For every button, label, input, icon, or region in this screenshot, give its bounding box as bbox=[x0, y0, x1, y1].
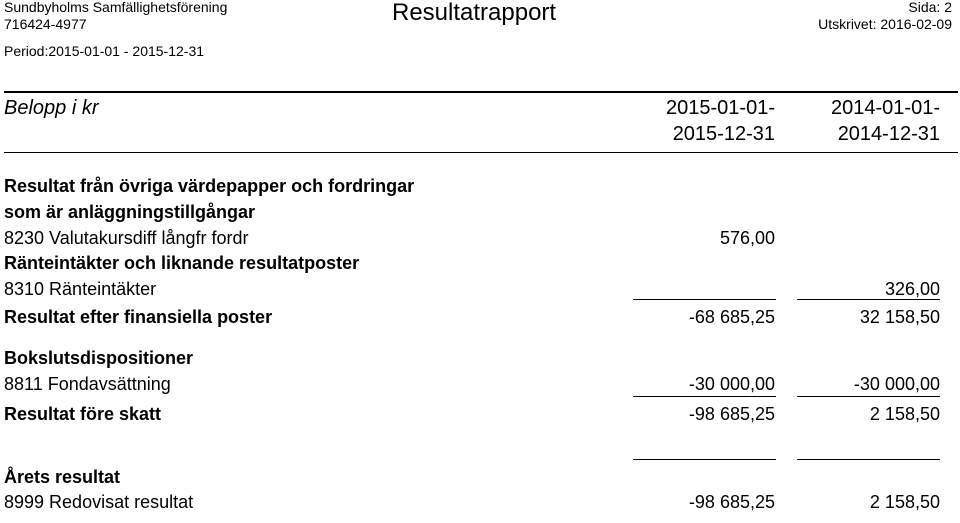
report-period: Period:2015-01-01 - 2015-12-31 bbox=[4, 43, 205, 59]
account-8230-label: 8230 Valutakursdiff långfr fordr bbox=[4, 228, 249, 248]
account-8310-2014: 326,00 bbox=[884, 279, 940, 299]
header-rule-bottom bbox=[4, 152, 958, 153]
result-after-financial-2014: 32 158,50 bbox=[859, 307, 940, 327]
report-title: Resultatrapport bbox=[392, 0, 557, 26]
page-number: Sida: 2 bbox=[908, 0, 952, 15]
section-heading-appropriations: Bokslutsdispositioner bbox=[4, 348, 194, 368]
sum-rule-2014-c bbox=[797, 459, 940, 460]
sum-rule-2015-b bbox=[633, 396, 776, 397]
column-2015-end: 2015-12-31 bbox=[672, 123, 775, 145]
section-heading-securities: Resultat från övriga värdepapper och fordringar bbox=[4, 176, 415, 196]
result-after-financial-label: Resultat efter finansiella poster bbox=[4, 307, 273, 327]
section-heading-year-result: Årets resultat bbox=[4, 467, 121, 487]
result-before-tax-label: Resultat före skatt bbox=[4, 404, 162, 424]
sum-rule-2014 bbox=[797, 299, 940, 300]
section-heading-securities-cont: som är anläggningstillgångar bbox=[4, 202, 256, 222]
organization-number: 716424-4977 bbox=[4, 16, 87, 32]
account-8811-label: 8811 Fondavsättning bbox=[4, 374, 171, 394]
column-2014-end: 2014-12-31 bbox=[837, 123, 940, 145]
account-8230-2015: 576,00 bbox=[719, 228, 775, 248]
result-before-tax-2015: -98 685,25 bbox=[688, 404, 775, 424]
account-8310-label: 8310 Ränteintäkter bbox=[4, 279, 157, 299]
printed-date: Utskrivet: 2016-02-09 bbox=[818, 16, 952, 32]
sum-rule-2015-c bbox=[633, 459, 776, 460]
account-8811-2014: -30 000,00 bbox=[853, 374, 940, 394]
unit-label: Belopp i kr bbox=[4, 97, 99, 119]
result-after-financial-2015: -68 685,25 bbox=[688, 307, 775, 327]
account-8999-label: 8999 Redovisat resultat bbox=[4, 492, 194, 512]
column-2015-start: 2015-01-01- bbox=[666, 97, 775, 119]
sum-rule-2014-b bbox=[797, 396, 940, 397]
result-before-tax-2014: 2 158,50 bbox=[869, 404, 940, 424]
column-2014-start: 2014-01-01- bbox=[831, 97, 940, 119]
header-rule-top bbox=[4, 91, 958, 93]
account-8811-2015: -30 000,00 bbox=[688, 374, 775, 394]
account-8999-2014: 2 158,50 bbox=[869, 492, 940, 512]
section-heading-interest: Ränteintäkter och liknande resultatposter bbox=[4, 253, 360, 273]
account-8999-2015: -98 685,25 bbox=[688, 492, 775, 512]
organization-name: Sundbyholms Samfällighetsförening bbox=[4, 0, 228, 15]
sum-rule-2015 bbox=[633, 299, 776, 300]
